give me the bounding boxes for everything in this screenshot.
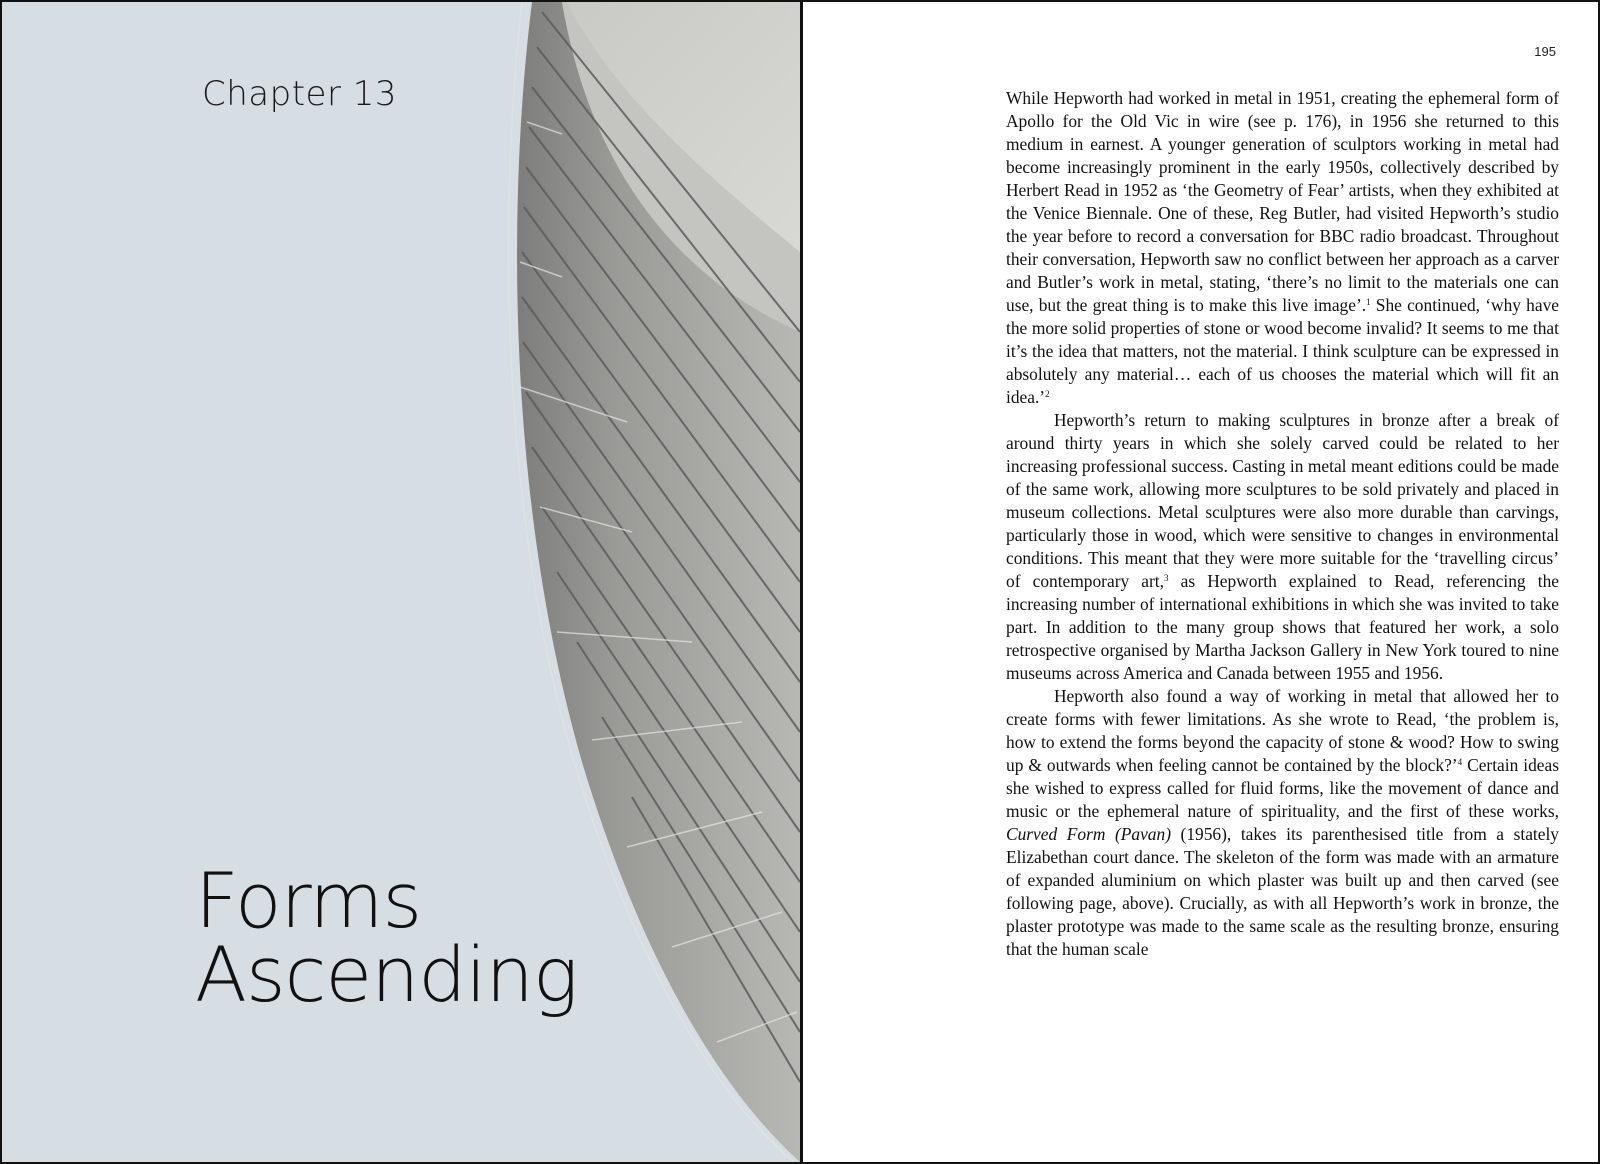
paragraph-1-text-b: She continued, ‘why have the more solid properties of stone or wood become invalid? It seems to me that it’s the idea that matters, not the material. I think sculpture can be expressed in absolutely any material… each of us chooses the material which will fit an idea.’ (1006, 295, 1559, 407)
paragraph-2-text-b: as Hepworth explained to Read, referencing the increasing number of international exhibitions in which she was invited to take part. In addition to the many group shows that featured her work, a solo retrospective organised by Martha Jackson Gallery in New York toured to nine museums across America and Canada between 1955 and 1956. (1006, 571, 1559, 683)
paragraph-3-text-a: Hepworth also found a way of working in metal that allowed her to create forms with fewer limitations. As she wrote to Read, ‘the problem is, how to extend the forms beyond the capacity of stone & wood? How to swing up & outwards when feeling cannot be contained by the block?’ (1006, 686, 1559, 775)
paragraph-2 (1006, 409, 1559, 685)
body-text (1006, 87, 1559, 961)
chapter-title-line-2: Ascending (195, 930, 578, 1019)
footnote-ref-1[interactable]: 1 (1366, 297, 1371, 307)
left-page (2, 2, 800, 1162)
footnote-ref-3[interactable]: 3 (1164, 573, 1169, 583)
paragraph-3-text-c: (1956), takes its parenthesised title from a stately Elizabethan court dance. The skeleton of the form was made with an armature of expanded aluminium on which plaster was built up and then carved (see following page, above). Crucially, as with all Hepworth’s work in bronze, the plaster prototype was made to the same scale as the resulting bronze, ensuring that the human scale (1006, 824, 1559, 959)
chapter-title (195, 856, 578, 1019)
paragraph-1 (1006, 87, 1559, 409)
paragraph-2-text-a: Hepworth’s return to making sculptures in bronze after a break of around thirty years in which she solely carved could be related to her increasing professional success. Casting in metal meant editions could be made of the same work, allowing more sculptures to be sold privately and placed in museum collections. Metal sculptures were also more durable than carvings, particularly those in wood, which were sensitive to changes in environmental conditions. This meant that they were more suitable for the ‘travelling circus’ of contemporary art, (1006, 410, 1559, 591)
page-number: 195 (1534, 44, 1556, 59)
artwork-title: Curved Form (Pavan) (1006, 824, 1171, 844)
paragraph-1-text-a: While Hepworth had worked in metal in 1951, creating the ephemeral form of Apollo for the Old Vic in wire (see p. 176), in 1956 she returned to this medium in earnest. A younger generation of sculptors working in metal had become increasingly prominent in the early 1950s, collectively described by Herbert Read in 1952 as ‘the Geometry of Fear’ artists, when they exhibited at the Venice Biennale. One of these, Reg Butler, had visited Hepworth’s studio the year before to record a conversation for BBC radio broadcast. Throughout their conversation, Hepworth saw no conflict between her approach as a carver and Butler’s work in metal, stating, ‘there’s no limit to the materials one can use, but the great thing is to make this live image’. (1006, 88, 1559, 315)
footnote-ref-4[interactable]: 4 (1457, 757, 1463, 767)
footnote-ref-2[interactable]: 2 (1045, 389, 1050, 399)
chapter-title-line-1: Forms (195, 856, 422, 945)
paragraph-3 (1006, 685, 1559, 961)
chapter-label: Chapter 13 (202, 74, 398, 114)
paragraph-3-text-b: Certain ideas she wished to express called for fluid forms, like the movement of dance and music or the ephemeral nature of spirituality, and the first of these works, (1006, 755, 1559, 821)
right-page (803, 2, 1598, 1162)
